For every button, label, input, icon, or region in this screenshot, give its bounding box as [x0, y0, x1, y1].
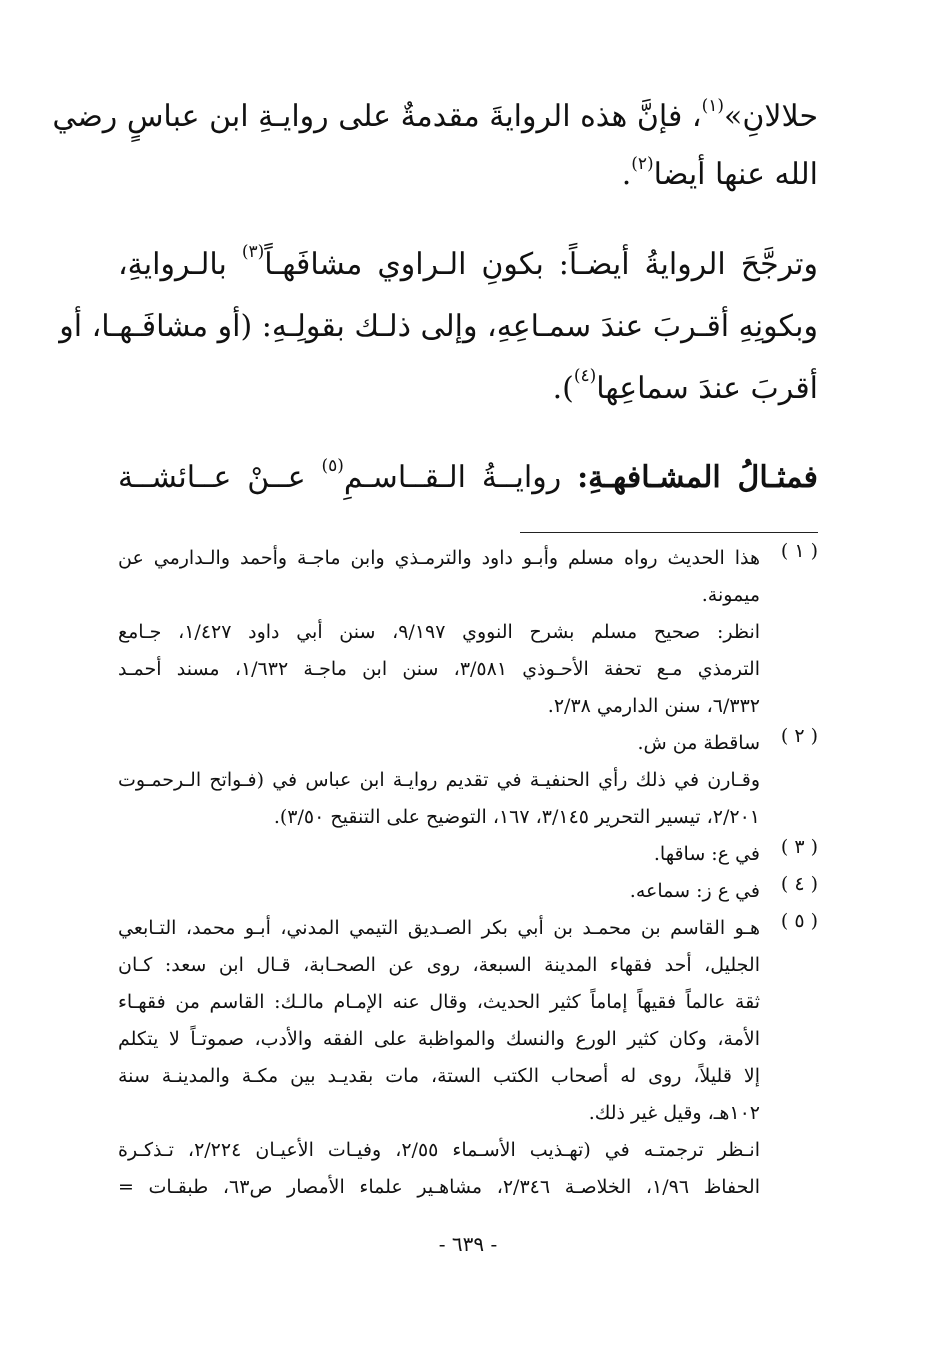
main-text: [52, 88, 819, 508]
footnote-line: إلا قليلاً، روى له أصحاب الكتب الستة، مات بقديـد بين مكـة والمدينـة سنة: [118, 1065, 760, 1087]
footnote-line: الأمة، وكان كثير الورع والنسك والمواظبة على الفقه والأدب، صموتـاً لا يتكلم: [118, 1028, 760, 1050]
footnote-4: [118, 873, 818, 910]
footnote-line: ميمونة.: [701, 584, 760, 606]
footnote-number: ( ٢ ): [780, 725, 818, 747]
footnote-line: هذا الحديث رواه مسلم وأبـو داود والترمـذي وابن ماجـة وأحمد والـدارمي عن: [118, 547, 760, 569]
footnote-line: ٦/٣٣٢، سنن الدارمي ٢/٣٨.: [547, 695, 760, 717]
footnote-ref[interactable]: (٣): [241, 242, 265, 262]
footnote-line: في ع ز: سماعه.: [629, 880, 760, 902]
page-number: - ٦٣٩ -: [438, 1232, 498, 1256]
footnote-line: هـو القاسم بن محمـد بن أبي بكر الصـديق التيمي المدني، أبـو محمد، التـابعي: [118, 917, 760, 939]
footnote-line: ٢/٢٠١، تيسير التحرير ٣/١٤٥، ١٦٧، التوضيح على التنقيح ٣/٥٠).: [273, 806, 760, 828]
footnote-2: [118, 725, 818, 836]
main-line: حلالانِ»$^{(١)}$، فإنَّ هذه الروايةَ مقدمةٌ على روايـةِ ابن عباسٍ رضي: [52, 96, 818, 134]
footnote-line: ساقطة من ش.: [637, 732, 760, 754]
footnotes: [118, 540, 818, 1206]
footnote-line: الجليل، أحد فقهاء المدينة السبعة، روى عن الصحـابة، قـال ابن سعد: كـان: [118, 954, 760, 976]
footnote-line: وقـارن في ذلك رأي الحنفيـة في تقديم روايـة ابن عباس في (فـواتح الـرحمـوت: [118, 769, 760, 791]
footnote-line: الترمذي مـع تحفة الأحـوذي ٣/٥٨١، سنن ابن ماجـة ١/٦٣٢، مسند أحمـد: [118, 658, 761, 680]
footnote-line: الحفاظ ١/٩٦، الخلاصـة ٢/٣٤٦، مشاهـير علماء الأمصار ص٦٣، طبقـات =: [118, 1176, 760, 1198]
main-line: وبكونِهِ أقـربَ عندَ سمـاعِهِ، وإلى ذلـك بقولِـهِ: (أو مشافَـهـا، أو: [59, 309, 818, 344]
main-line: وترجَّحَ الروايةُ أيضـاً: بكونِ الـراوي مشافَهـاً$^{(٣)}$ بالـروايةِ،: [118, 242, 819, 282]
main-line: فمثـالُ المشـافهـةِ: روايــةُ الـقــاسـمِ$^{(٥)}$ عــنْ عــائشــة: [118, 456, 818, 495]
main-line: أقربَ عندَ سماعِها$^{(٤)}$).: [552, 366, 818, 406]
footnote-line: انـظر ترجمتـه في (تهـذيب الأسـماء ٢/٥٥، وفيـات الأعيـان ٢/٢٢٤، تـذكـرة: [118, 1139, 761, 1161]
example-heading: فمثـالُ المشـافهـةِ:: [577, 460, 818, 495]
footnote-line: في ع: ساقها.: [653, 843, 760, 865]
main-line: الله عنها أيضا$^{(٢)}$.: [621, 154, 818, 192]
footnote-number: ( ١ ): [780, 540, 818, 562]
footnote-1: [118, 540, 818, 725]
footnote-number: ( ٤ ): [780, 873, 818, 895]
footnote-separator: [520, 532, 818, 533]
footnote-ref[interactable]: (١): [701, 96, 725, 116]
footnote-line: انظر: صحيح مسلم بشرح النووي ٩/١٩٧، سنن أبي داود ١/٤٢٧، جـامع: [118, 621, 761, 643]
footnote-line: ١٠٢هـ، وقيل غير ذلك.: [588, 1102, 760, 1124]
footnote-ref[interactable]: (٢): [631, 154, 654, 174]
footnote-3: [118, 836, 818, 873]
footnote-ref[interactable]: (٤): [573, 366, 597, 386]
footnote-line: ثقة عالماً فقيهاً إماماً كثير الحديث، وقال عنه الإمـام مالـك: القاسم من فقهـاء: [118, 991, 760, 1013]
footnote-number: ( ٣ ): [780, 836, 818, 858]
footnote-ref[interactable]: (٥): [321, 456, 344, 476]
footnote-number: ( ٥ ): [780, 910, 818, 932]
footnote-5: [118, 910, 818, 1206]
